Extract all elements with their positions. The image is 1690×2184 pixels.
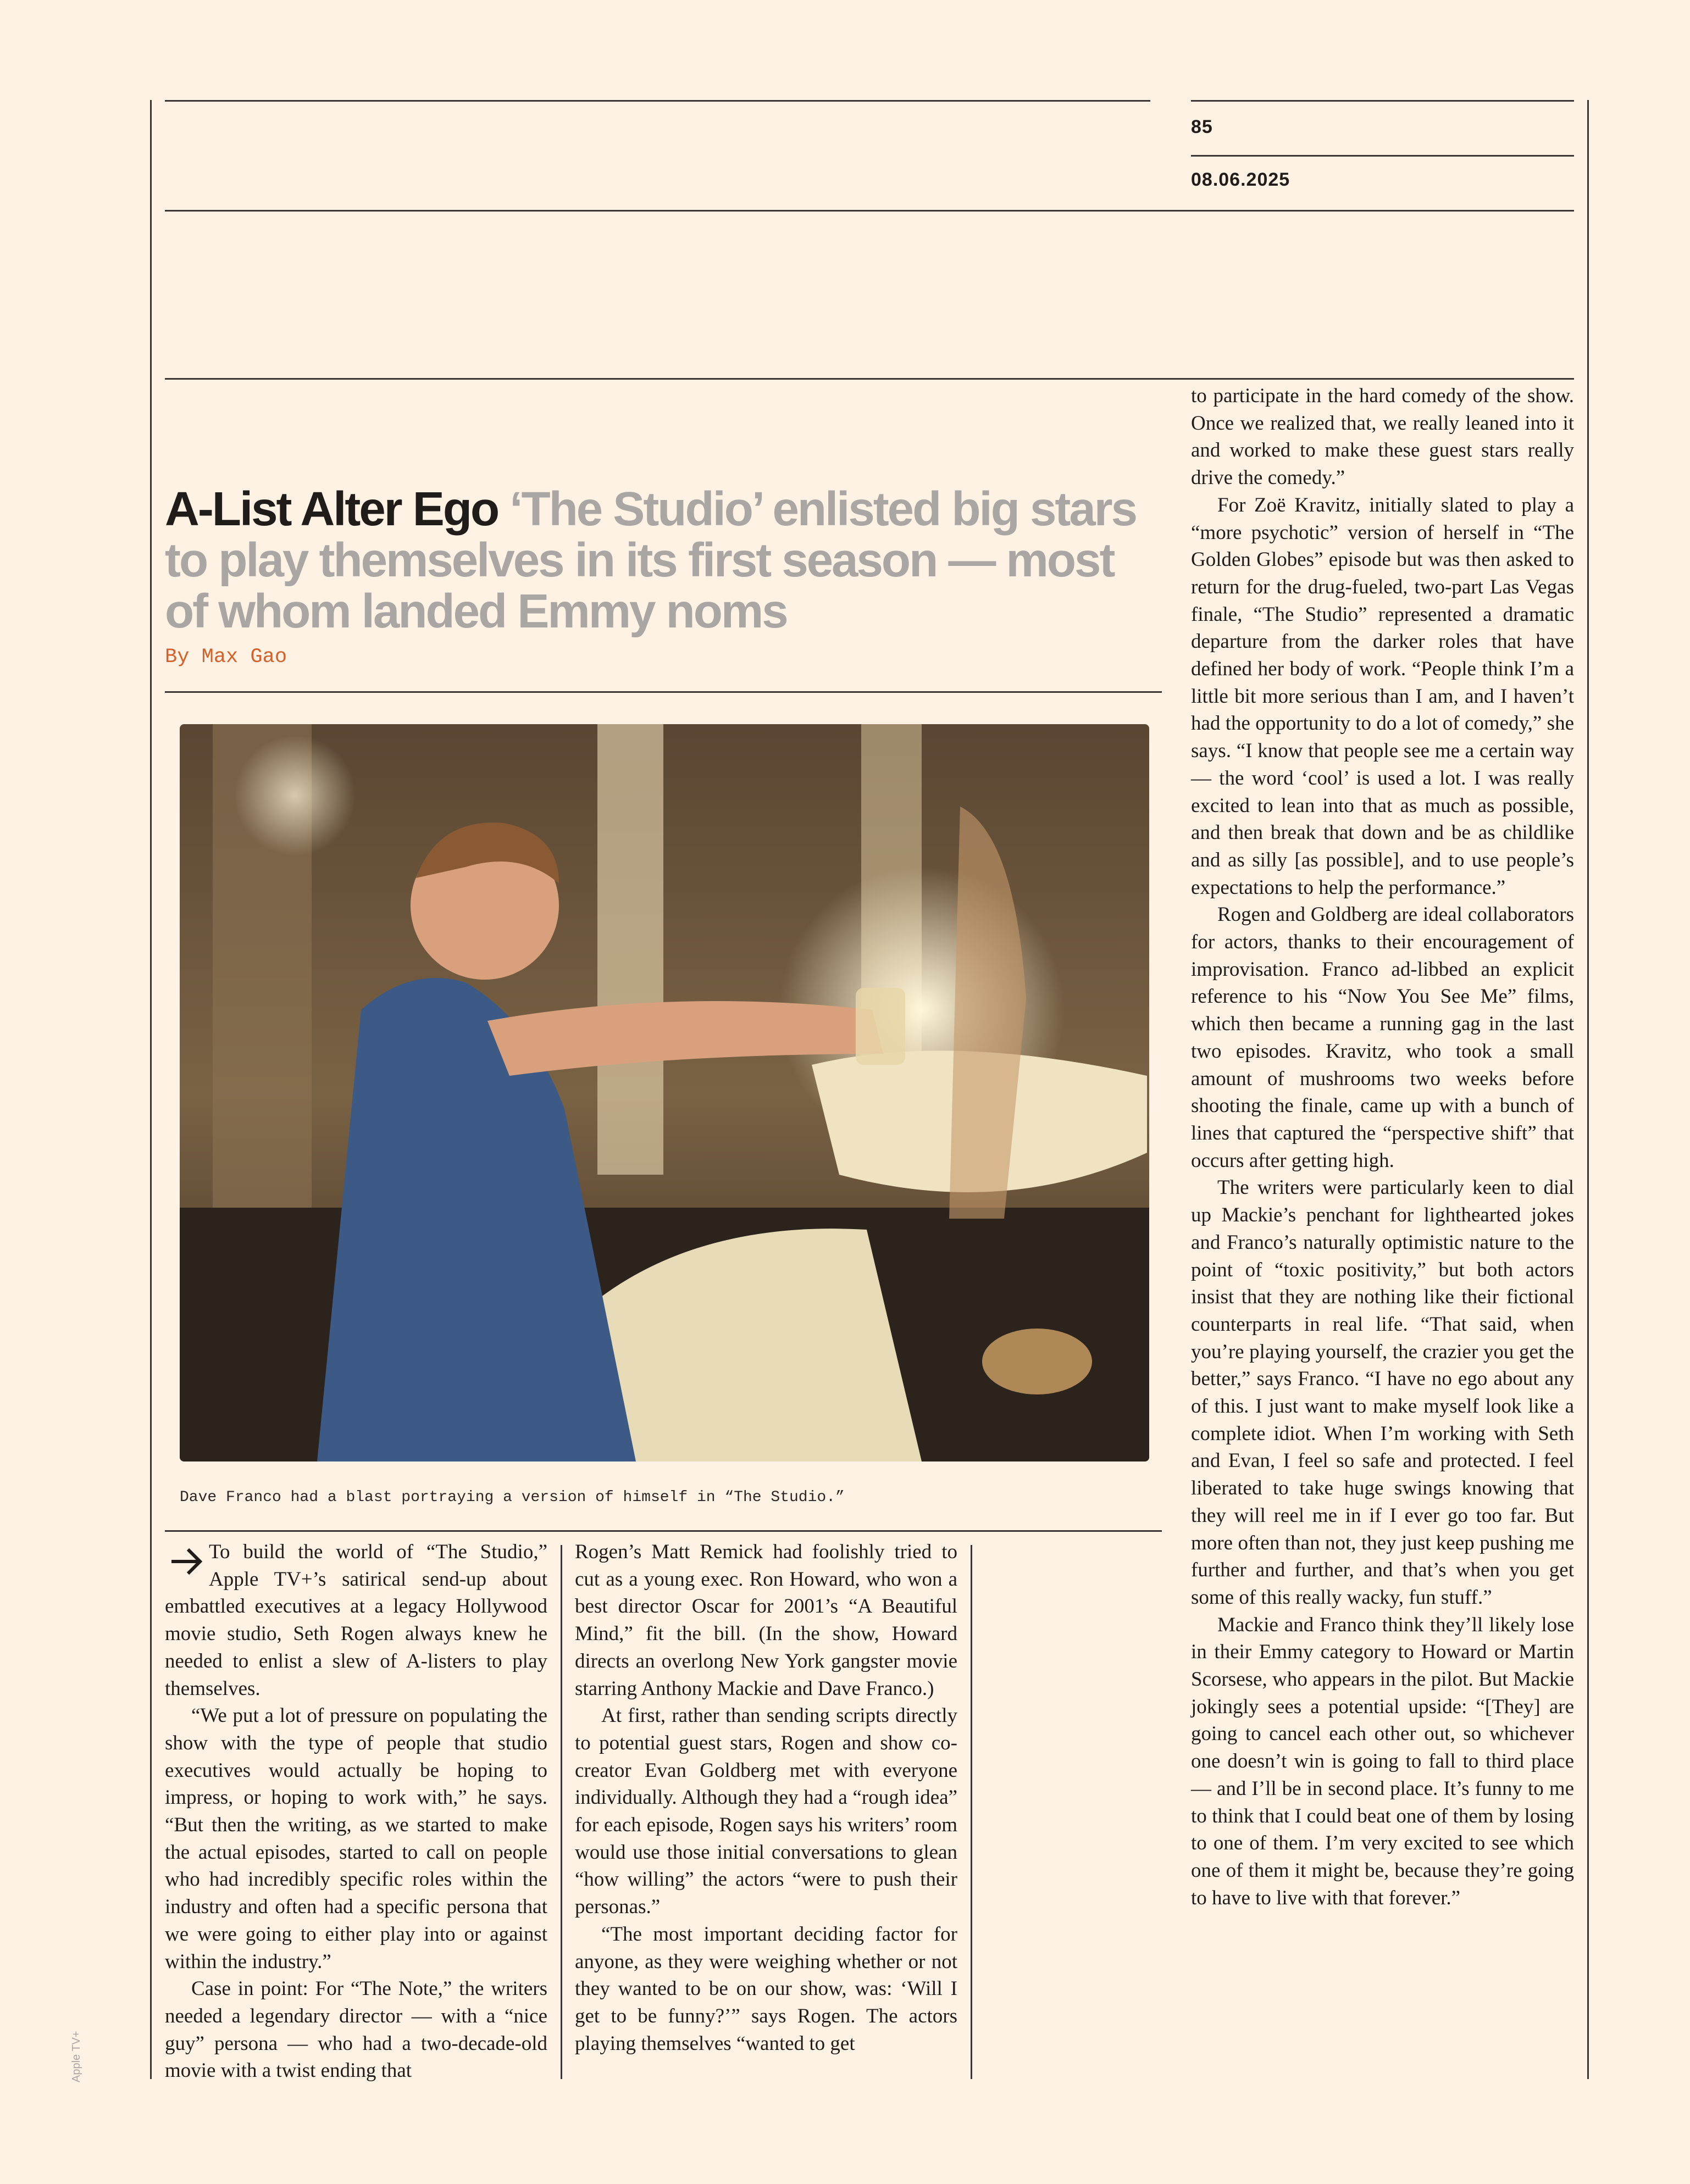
article-paragraph: The writers were particularly keen to dial up Mackie’s penchant for lighthearted jokes and Franco’s naturally optimistic nature to the point of “toxic positivity,” but both actors insist that they are nothing like their fictional counterparts in real life. “That said, when you’re playing yourself, the crazier you get the better,” says Franco. “I have no ego about any of this. I just want to make myself look like a complete idiot. When I’m working with Seth and Evan, I feel so safe and protected. I feel liberated to take huge swings knowing that they will reel me in if I ever go too far. But more often than not, they just keep pushing me further and further, and that’s when you get some of this really wacky, fun stuff.” (1191, 1176, 1574, 1609)
article-paragraph: Mackie and Franco think they’ll likely lose in their Emmy category to Howard or Martin Scorsese, who appears in the pilot. But Mackie jokingly sees a potential upside: “[They] are going to cancel each other out, so whichever one doesn’t win is going to fall to third place — and I’ll be in second place. It’s funny to me to think that I could beat one of them by losing to one of them. I’m very excited to see which one of them it might be, because they’re going to have to live with that forever.” (1191, 1613, 1574, 1909)
header-rule-meta (1191, 155, 1574, 157)
page-number: 85 (1191, 116, 1213, 137)
article-column-3 (1191, 382, 1574, 1911)
header-rule-right (1191, 100, 1574, 102)
photo-caption: Dave Franco had a blast portraying a version of himself in “The Studio.” (180, 1489, 845, 1506)
headline-title: A-List Alter Ego (165, 482, 498, 536)
column-rule-2 (971, 1545, 972, 2079)
article-paragraph (165, 1538, 547, 1702)
paragraph-text: To build the world of “The Studio,” Apple TV+’s satirical send-up about embattled executives at a legacy Hollywood movie studio, Seth Rogen always knew he needed to enlist a slew of A-listers to play themselves. (165, 1541, 547, 1700)
article-paragraph: Rogen and Goldberg are ideal collaborators for actors, thanks to their encouragement of improvisation. Franco ad-libbed an explicit reference to his “Now You See Me” films, which then became a running gag in the last two episodes. Kravitz, who took a small amount of mushrooms two weeks before shooting the finale, came up with a bunch of lines that captured the “perspective shift” that occurs after getting high. (1191, 903, 1574, 1172)
article-column-2 (575, 1538, 957, 2057)
article-paragraph: “We put a lot of pressure on populating the show with the type of people that studio executives would actually be hoping to impress, or hoping to work with,” he says. “But then the writing, as we started to make the actual episodes, started to call on people who had incredibly specific roles within the industry and often had a specific persona that we were going to either play into or against within the industry.” (165, 1704, 547, 1973)
headline-rule (165, 691, 1162, 693)
headline-deck: ‘The Studio’ enlisted big stars to play themselves in its first season — most of whom landed Emmy noms (165, 482, 1136, 638)
header-rule-bottom (165, 210, 1574, 212)
article-paragraph: “The most important deciding factor for anyone, as they were weighing whether or not they wanted to be on our show, was: ‘Will I get to be funny?’” says Rogen. The actors playing themselves “wanted to get (575, 1922, 957, 2055)
section-rule (165, 378, 1574, 380)
column-rule-1 (561, 1545, 562, 2079)
right-margin-rule (1587, 100, 1589, 2079)
arrow-right-icon (165, 1540, 209, 1583)
left-margin-rule (150, 100, 152, 2079)
photo-credit: Apple TV+ (70, 2031, 82, 2082)
byline: By Max Gao (165, 646, 287, 669)
article-paragraph: Case in point: For “The Note,” the writers needed a legendary director — with a “nice guy” persona — who had a two-decade-old movie with a twist ending that (165, 1977, 547, 2082)
header-rule-left (165, 100, 1150, 102)
article-paragraph: For Zoë Kravitz, initially slated to play a “more psychotic” version of herself in “The Golden Globes” episode but was then asked to return for the drug-fueled, two-part Las Vegas finale, “The Studio” represented a dramatic departure from the darker roles that have defined her body of work. “People think I’m a little bit more serious than I am, and I haven’t had the opportunity to do a lot of comedy,” she says. “I know that people see me a certain way — the word ‘cool’ is used a lot. I was really excited to lean into that as much as possible, and then break that down and be as childlike and as silly [as possible], and to use people’s expectations to help the performance.” (1191, 493, 1574, 899)
headline (165, 484, 1154, 637)
article-paragraph: to participate in the hard comedy of the show. Once we realized that, we really leaned into it and worked to make these guest stars really drive the comedy.” (1191, 385, 1574, 490)
article-paragraph: Rogen’s Matt Remick had foolishly tried to cut as a young exec. Ron Howard, who won a best director Oscar for 2001’s “A Beautiful Mind,” fit the bill. (In the show, Howard directs an overlong New York gangster movie starring Anthony Mackie and Dave Franco.) (575, 1541, 957, 1700)
issue-date: 08.06.2025 (1191, 169, 1290, 190)
article-paragraph: At first, rather than sending scripts directly to potential guest stars, Rogen and show co-creator Evan Goldberg met with everyone individually. Although they had a “rough idea” for each episode, Rogen says his writers’ room would use those initial conversations to glean “how willing” the actors “were to push their personas.” (575, 1704, 957, 1919)
caption-rule (165, 1530, 1162, 1532)
article-photo (180, 724, 1149, 1461)
article-column-1 (165, 1538, 547, 2085)
